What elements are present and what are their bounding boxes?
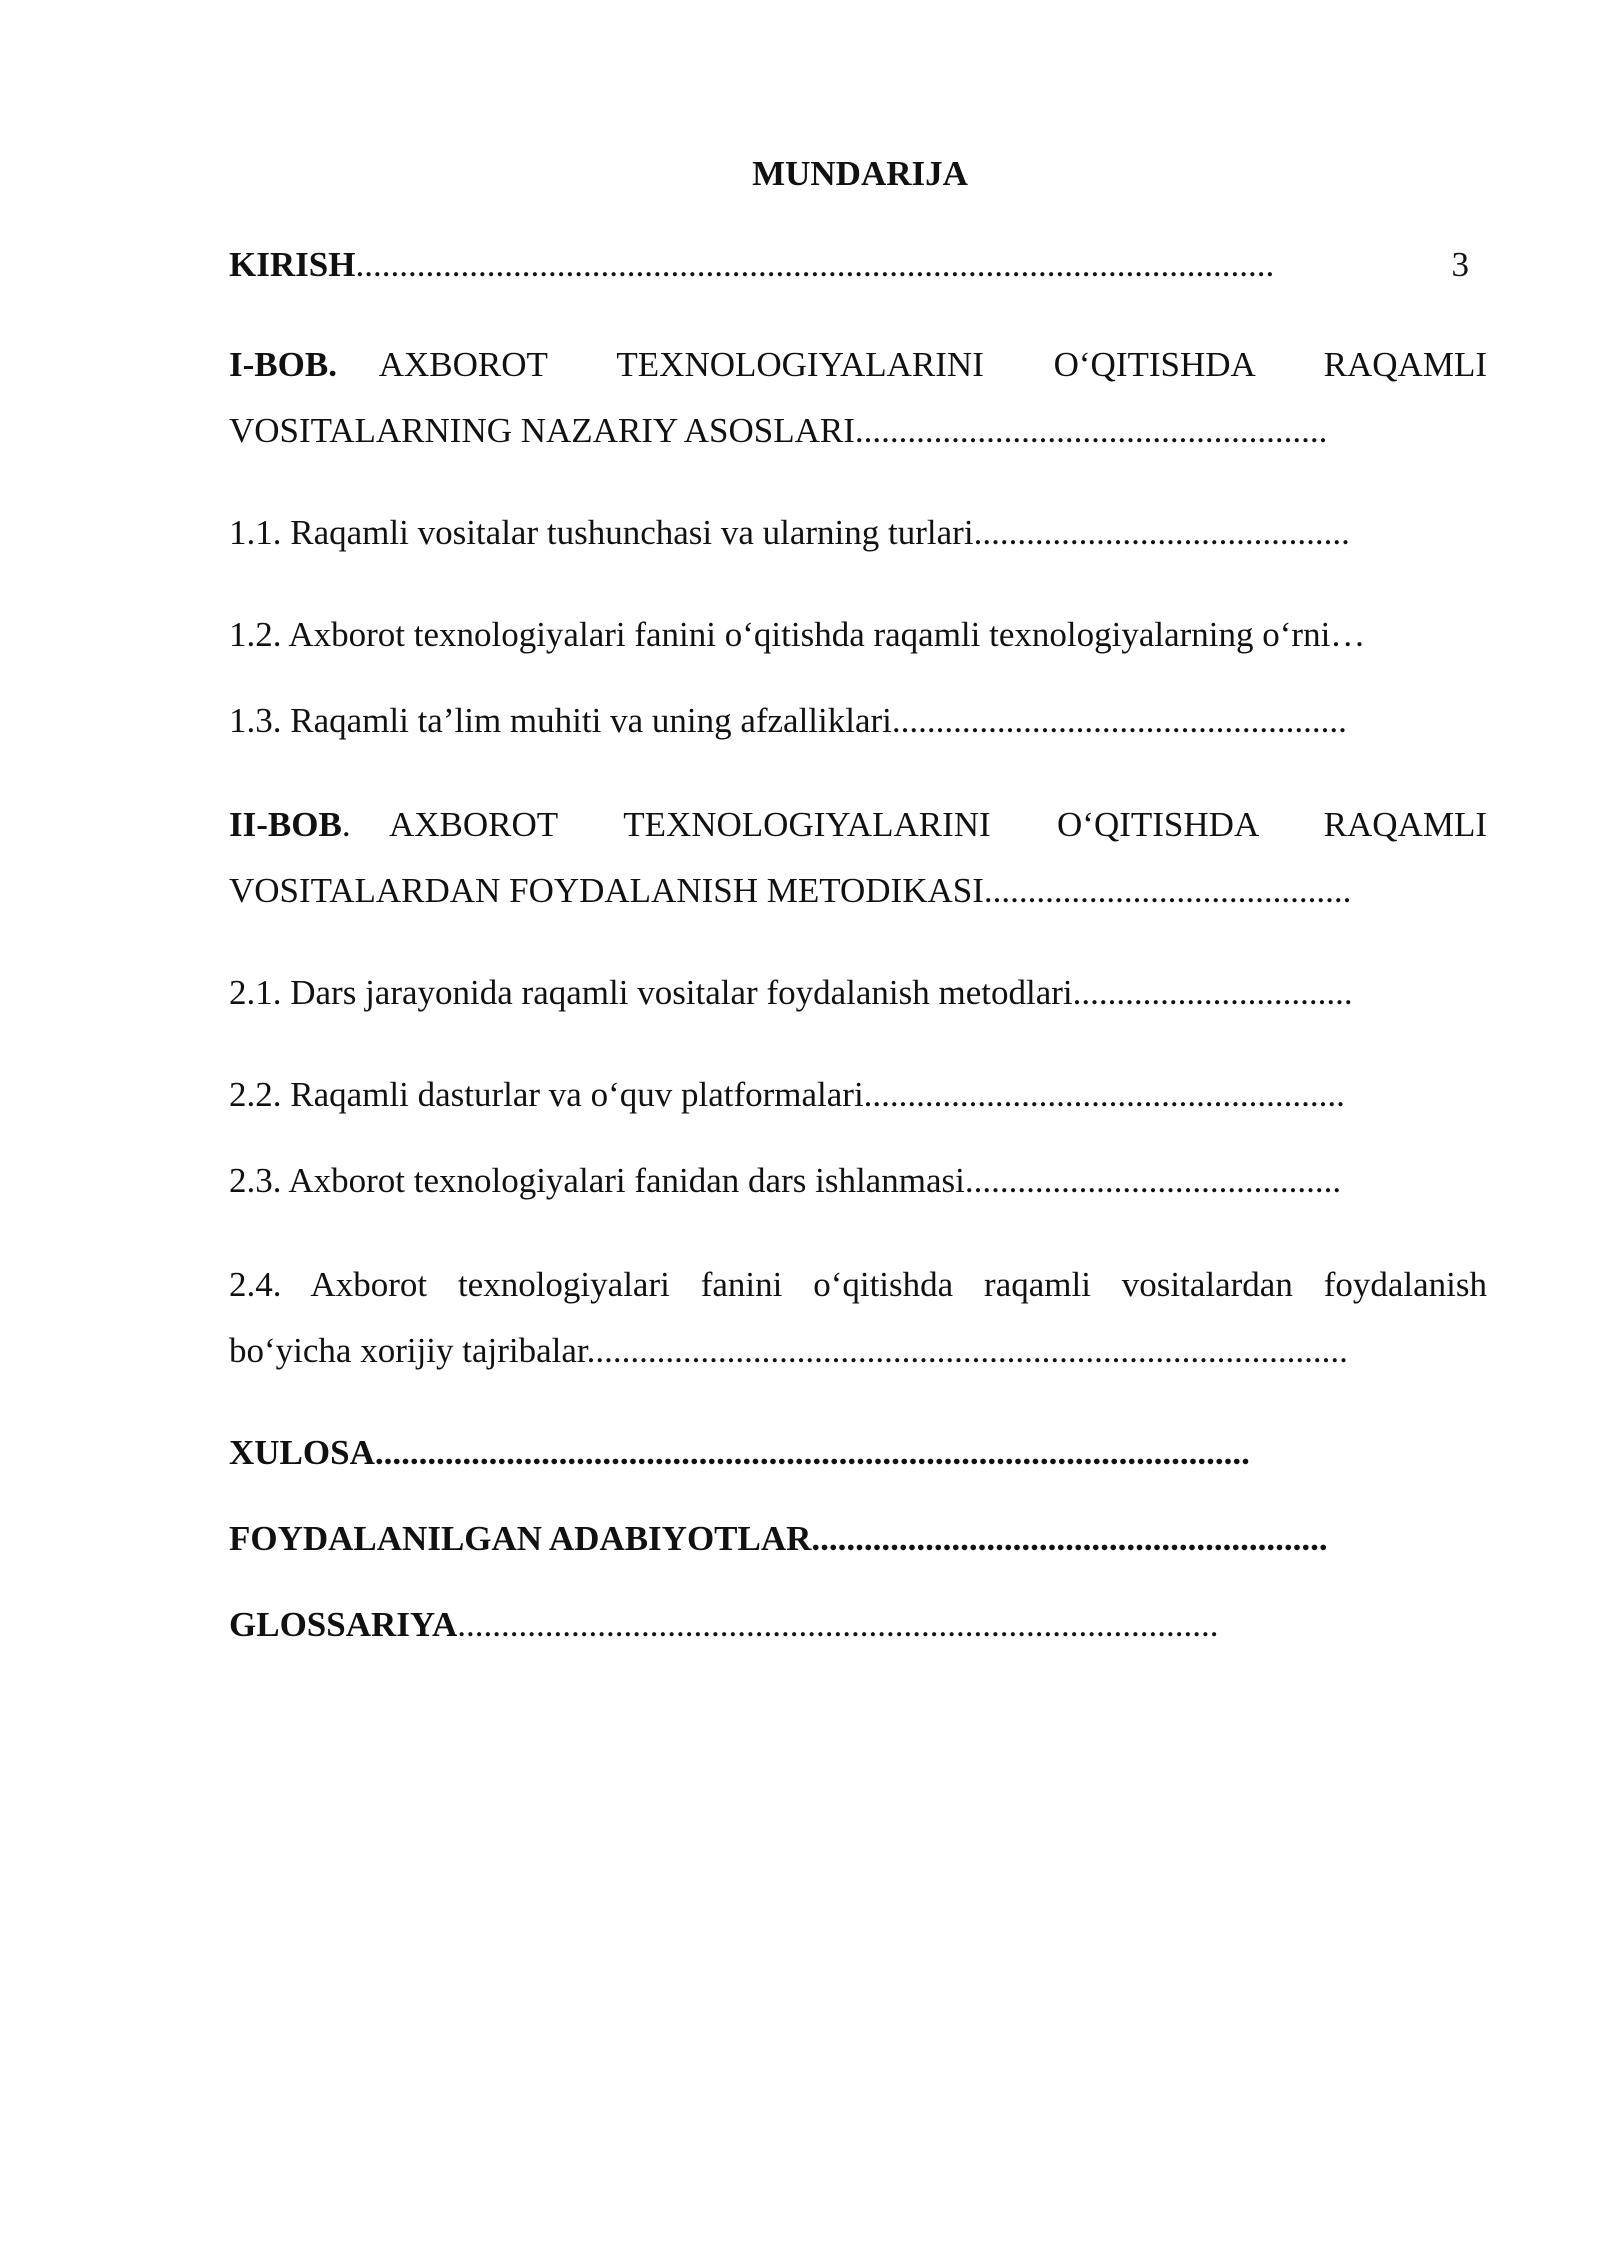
toc-leader-dots: ...................................................... xyxy=(854,411,1328,450)
toc-leader-dots: .................................................................................................... xyxy=(374,1433,1250,1472)
toc-leader-dots: .................................................... xyxy=(891,701,1347,740)
toc-entry-chapter-2[interactable] xyxy=(229,792,1487,924)
toc-leader-dots: ....................................................................................... xyxy=(586,1331,1348,1370)
toc-section-text: 2.1. Dars jarayonida raqamli vositalar foydalanish metodlari xyxy=(229,973,1073,1012)
toc-entry-glossariya[interactable] xyxy=(229,1592,1487,1658)
toc-chapter-title-line2-wrap xyxy=(229,398,1487,464)
toc-entry-label: KIRISH xyxy=(229,245,356,284)
toc-title-text: MUNDARIJA xyxy=(752,154,968,193)
toc-page-number: 3 xyxy=(1451,245,1469,284)
toc-entry-adabiyotlar[interactable] xyxy=(229,1506,1487,1572)
toc-entry-section-2-4[interactable] xyxy=(229,1252,1487,1384)
toc-leader-dots: .......................................... xyxy=(983,871,1352,910)
toc-entry-label: FOYDALANILGAN ADABIYOTLAR xyxy=(229,1519,812,1558)
toc-section-line1: 2.4. Axborot texnologiyalari fanini o‘qitishda raqamli vositalardan foydalanish xyxy=(229,1265,1487,1304)
toc-leader-dots: ........................................................... xyxy=(811,1519,1328,1558)
toc-entry-section-1-3[interactable] xyxy=(229,688,1487,754)
toc-leader-dots: ....................................................... xyxy=(863,1075,1345,1114)
toc-leader-dots: ........................................... xyxy=(964,1161,1342,1200)
toc-section-text: 2.3. Axborot texnologiyalari fanidan dars ishlanmasi xyxy=(229,1161,965,1200)
toc-entry-section-1-1[interactable] xyxy=(229,500,1487,566)
toc-chapter-title-line1: AXBOROT TEXNOLOGIYALARINI O‘QITISHDA RAQAMLI xyxy=(388,805,1487,844)
toc-section-line1-wrap xyxy=(229,1252,1487,1318)
toc-section-text: 1.3. Raqamli ta’lim muhiti va uning afzalliklari xyxy=(229,701,892,740)
toc-leader-dots: ....................................................................................... xyxy=(457,1605,1219,1644)
toc-chapter-title-line2-wrap xyxy=(229,858,1487,924)
toc-section-text: 1.1. Raqamli vositalar tushunchasi va ularning turlari xyxy=(229,513,974,552)
toc-chapter-label: I-BOB. xyxy=(229,345,337,384)
toc-entry-chapter-1[interactable] xyxy=(229,332,1487,464)
toc-entry-section-2-3[interactable] xyxy=(229,1148,1487,1214)
toc-entry-section-2-2[interactable] xyxy=(229,1062,1487,1128)
toc-chapter-title-line2: VOSITALARNING NAZARIY ASOSLARI xyxy=(229,411,855,450)
toc-chapter-label-wrap xyxy=(229,805,351,844)
toc-chapter-label-punct: . xyxy=(341,805,351,844)
toc-chapter-label: II-BOB xyxy=(229,805,342,844)
toc-title xyxy=(0,152,1600,196)
toc-section-line2: bo‘yicha xorijiy tajribalar xyxy=(229,1331,587,1370)
toc-entry-label: XULOSA xyxy=(229,1433,375,1472)
toc-chapter-title-line2: VOSITALARDAN FOYDALANISH METODIKASI xyxy=(229,871,984,910)
toc-entry-section-1-2[interactable] xyxy=(229,602,1487,668)
toc-section-text: 1.2. Axborot texnologiyalari fanini o‘qitishda raqamli texnologiyalarning o‘rni… xyxy=(229,615,1366,654)
toc-entry-section-2-1[interactable] xyxy=(229,960,1487,1026)
toc-chapter-heading-line xyxy=(229,332,1487,398)
toc-leader-dots: ........................................... xyxy=(973,513,1350,552)
toc-chapter-title-line1: AXBOROT TEXNOLOGIYALARINI O‘QITISHDA RAQAMLI xyxy=(378,345,1487,384)
toc-leader-dots: ......................................................................................................... xyxy=(355,245,1275,284)
toc-section-text: 2.2. Raqamli dasturlar va o‘quv platformalari xyxy=(229,1075,864,1114)
toc-entry-label: GLOSSARIYA xyxy=(229,1605,458,1644)
toc-entry-xulosa[interactable] xyxy=(229,1420,1487,1486)
toc-leader-dots: ................................ xyxy=(1072,973,1353,1012)
toc-entry-kirish[interactable] xyxy=(229,232,1487,298)
toc-chapter-heading-line xyxy=(229,792,1487,858)
toc-section-line2-wrap xyxy=(229,1318,1487,1384)
